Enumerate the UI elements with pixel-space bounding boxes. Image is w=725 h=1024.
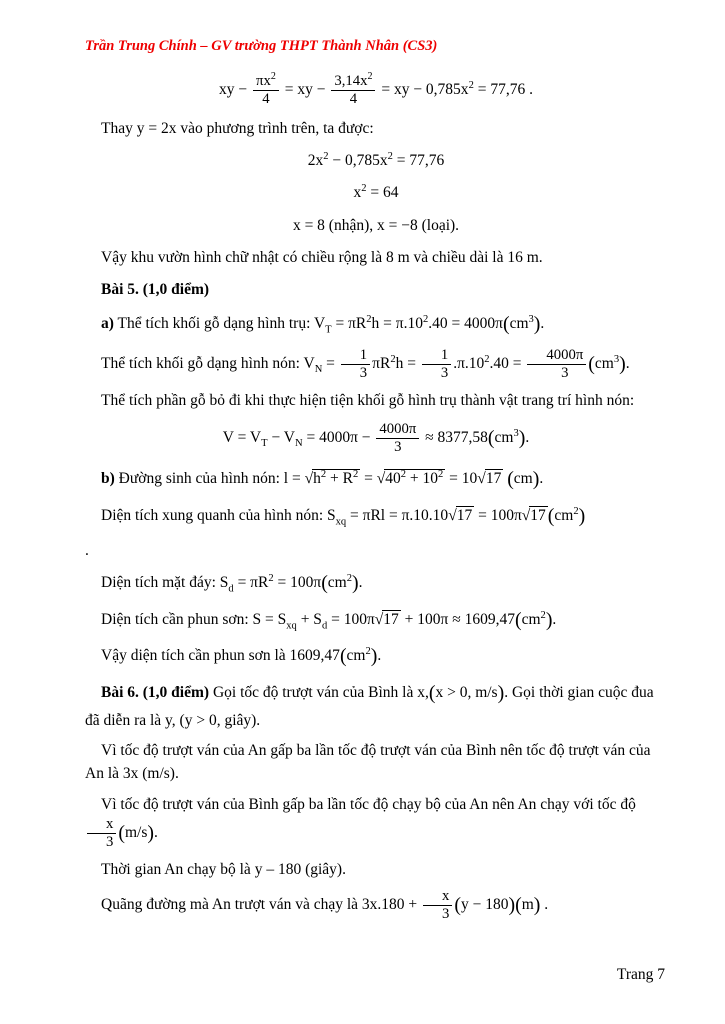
paragraph: Thể tích phần gỗ bỏ đi khi thực hiện tiện khối gỗ hình trụ thành vật trang trí hình nón: xyxy=(101,391,635,409)
document-header: Trần Trung Chính – GV trường THPT Thành Nhân (CS3) xyxy=(85,38,438,54)
equation-line: $x^2 = 64$ xyxy=(353,183,399,202)
paragraph: . xyxy=(85,541,89,559)
paragraph: Diện tích xung quanh của hình nón: $S_{xq} = \pi Rl = \pi.10.10√17 = 100\pi√17$ $(cm^2)$ xyxy=(101,504,586,528)
document-body xyxy=(85,73,667,923)
paragraph-bai-6: Bài 6. (1,0 điểm) Gọi tốc độ trượt ván của Bình là x,(x > 0, m/s). Gọi thời gian cuộc đua đã diễn ra là y, (y > 0, giây). xyxy=(85,682,654,729)
equation-line: $2x^2 - 0,785x^2 = 77,76$ xyxy=(307,150,445,170)
paragraph: Vì tốc độ trượt ván của Bình gấp ba lần tốc độ chạy bộ của An nên An chạy với tốc độ $\frac{x}{3}$ (m/s). xyxy=(85,793,667,851)
paragraph: Vậy diện tích cần phun sơn là $1609,47(cm^2)$. xyxy=(101,645,382,668)
paragraph: Diện tích mặt đáy: $S_d = \pi R^2 = 100\pi(cm^2)$. xyxy=(101,571,363,595)
paragraph: Diện tích cần phun sơn: $S = S_{xq} + S_d = 100\pi√17 + 100\pi \approx 1609,47(cm^2)$. xyxy=(101,608,557,631)
equation-line: $V = V_T - V_N = 4000\pi$ − $\frac{4000\pi}{3}$ ≈ $8377,58(cm^3)$. xyxy=(222,421,530,456)
paragraph: a) Thể tích khối gỗ dạng hình trụ: $V_T = \pi R^2h = \pi.10^2.40 = 4000\pi(cm^3)$. xyxy=(101,313,545,336)
paragraph: Quãng đường mà An trượt ván và chạy là 3x.180 + $\frac{x}{3}$ (y − 180)(m) . xyxy=(101,887,549,922)
paragraph: b) Đường sinh của hình nón: $l = √h^2 + R^2 = √40^2 + 10^2 = 10√17$ (cm). xyxy=(101,468,544,491)
paragraph: Thời gian An chạy bộ là y – 180 (giây). xyxy=(101,860,346,878)
paragraph: Thể tích khối gỗ dạng hình nón: $V_N$ = $\frac{1}{3}$ $\pi R^2h$ = $\frac{1}{3}$ $.\pi.10^2.40$ = $\frac{4000\pi}{3}$ $(cm^3)$. xyxy=(101,347,630,382)
paragraph: Thay y = 2x vào phương trình trên, ta được: xyxy=(101,119,374,137)
section-heading-bai-5: Bài 5. (1,0 điểm) xyxy=(101,281,210,299)
paragraph: Vì tốc độ trượt ván của An gấp ba lần tốc độ trượt ván của Bình nên tốc độ trượt ván của An là 3x (m/s). xyxy=(85,742,651,783)
equation-line: xy − $\frac{\pi x^2}{4}$ = xy − $\frac{3,14x^2}{4}$ = xy − $0,785x^2 = 77,76$ . xyxy=(219,71,533,107)
paragraph: Vậy khu vườn hình chữ nhật có chiều rộng là 8 m và chiều dài là 16 m. xyxy=(101,248,543,266)
page-number: Trang 7 xyxy=(616,966,665,983)
equation-line: x = 8 (nhận), x = −8 (loại). xyxy=(292,216,460,234)
